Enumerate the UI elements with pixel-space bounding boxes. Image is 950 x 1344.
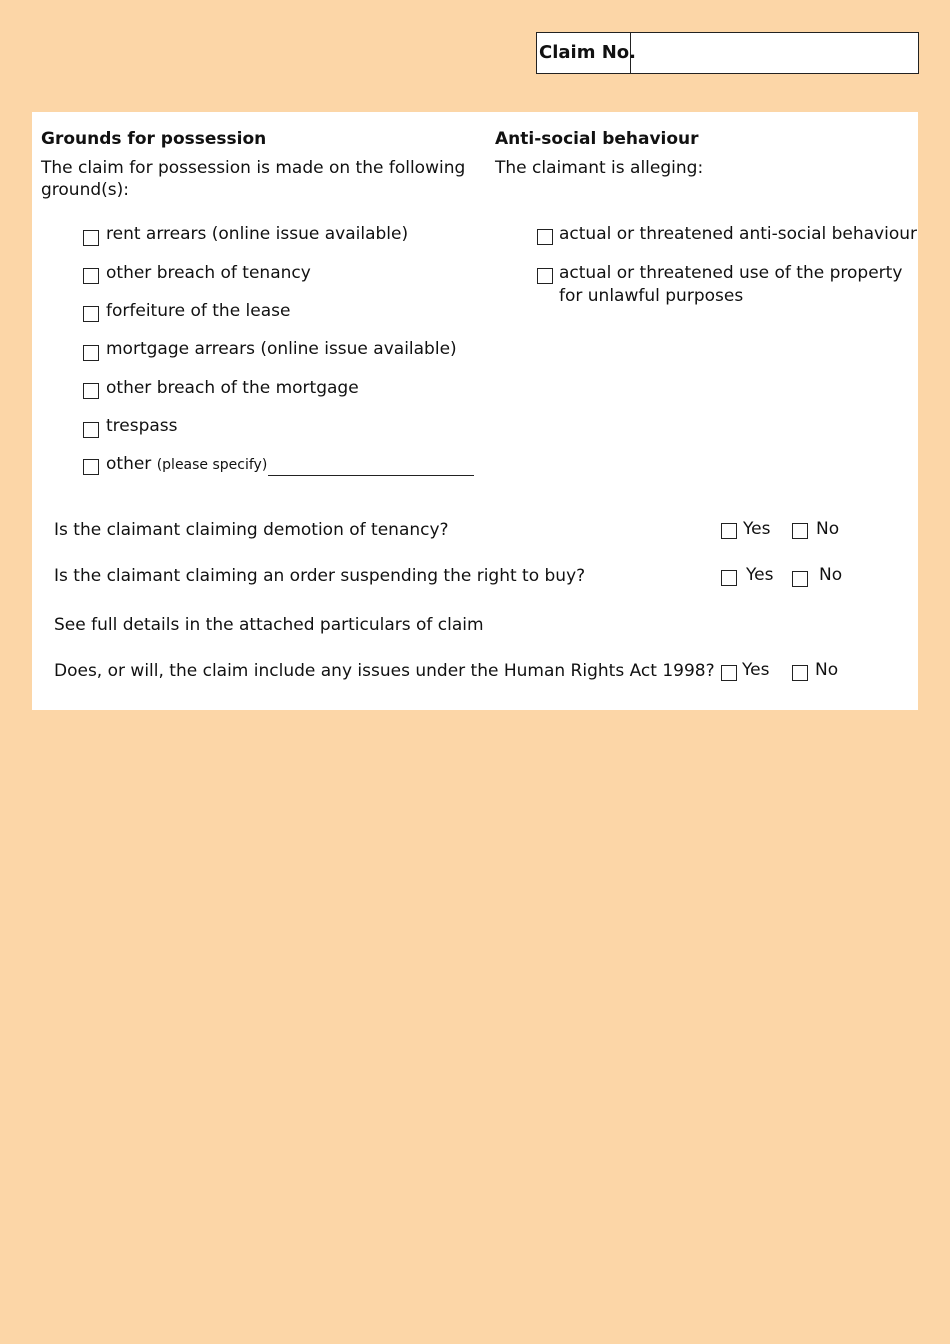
rent-arrears-checkbox[interactable] [83, 230, 99, 246]
asb-intro: The claimant is alleging: [495, 158, 704, 178]
mortgage-arrears-label: mortgage arrears (online issue available) [106, 339, 457, 359]
other-ground-checkbox[interactable] [83, 459, 99, 475]
asb-heading: Anti-social behaviour [495, 129, 699, 149]
asb-behaviour-label: actual or threatened anti-social behaviour [559, 224, 918, 244]
human-rights-yes-checkbox[interactable] [721, 665, 737, 681]
forfeiture-checkbox[interactable] [83, 306, 99, 322]
other-breach-tenancy-checkbox[interactable] [83, 268, 99, 284]
asb-unlawful-use-label-line2: for unlawful purposes [559, 286, 744, 306]
trespass-checkbox[interactable] [83, 422, 99, 438]
asb-behaviour-checkbox[interactable] [537, 229, 553, 245]
human-rights-yes-label: Yes [742, 660, 770, 680]
other-ground-label [106, 453, 267, 477]
grounds-heading: Grounds for possession [41, 129, 267, 149]
mortgage-arrears-checkbox[interactable] [83, 345, 99, 361]
other-breach-mortgage-checkbox[interactable] [83, 383, 99, 399]
right-to-buy-no-label: No [819, 565, 843, 585]
right-to-buy-question: Is the claimant claiming an order suspending the right to buy? [54, 566, 586, 586]
right-to-buy-no-checkbox[interactable] [792, 571, 808, 587]
claim-number-box [536, 32, 919, 74]
asb-unlawful-use-label-line1: actual or threatened use of the property [559, 263, 903, 283]
rent-arrears-label: rent arrears (online issue available) [106, 224, 409, 244]
other-ground-text: other [106, 454, 152, 474]
please-specify-hint: (please specify) [156, 457, 268, 473]
claim-number-input[interactable] [631, 33, 918, 73]
forfeiture-label: forfeiture of the lease [106, 301, 291, 321]
asb-unlawful-use-checkbox[interactable] [537, 268, 553, 284]
trespass-label: trespass [106, 416, 178, 436]
demotion-no-checkbox[interactable] [792, 523, 808, 539]
human-rights-question: Does, or will, the claim include any issues under the Human Rights Act 1998? [54, 661, 715, 681]
particulars-note: See full details in the attached particulars of claim [54, 615, 484, 635]
human-rights-no-checkbox[interactable] [792, 665, 808, 681]
demotion-question: Is the claimant claiming demotion of tenancy? [54, 520, 449, 540]
grounds-intro-line2: ground(s): [41, 180, 129, 200]
right-to-buy-yes-checkbox[interactable] [721, 570, 737, 586]
demotion-no-label: No [816, 519, 840, 539]
human-rights-no-label: No [815, 660, 839, 680]
right-to-buy-yes-label: Yes [746, 565, 774, 585]
other-specify-field[interactable] [268, 475, 474, 476]
other-breach-mortgage-label: other breach of the mortgage [106, 378, 359, 398]
grounds-intro-line1: The claim for possession is made on the following [41, 158, 466, 178]
other-breach-tenancy-label: other breach of tenancy [106, 263, 311, 283]
claim-number-label: Claim No. [537, 33, 631, 73]
demotion-yes-checkbox[interactable] [721, 523, 737, 539]
form-panel [32, 112, 918, 710]
demotion-yes-label: Yes [743, 519, 771, 539]
